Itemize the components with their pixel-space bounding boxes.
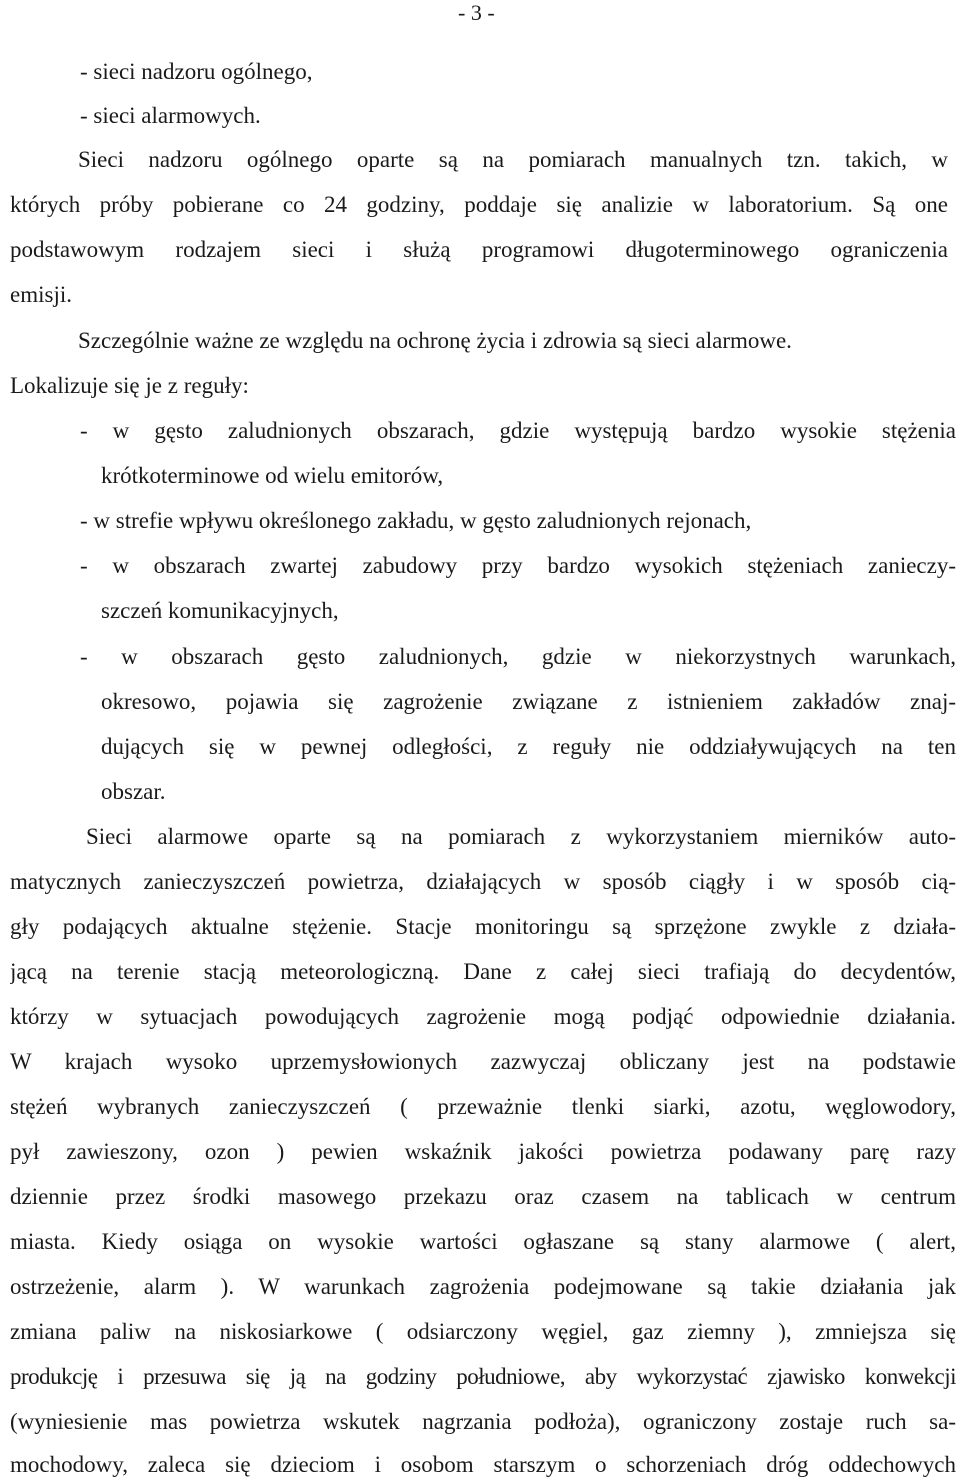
- page-number: - 3 -: [458, 0, 495, 25]
- list-item: - sieci nadzoru ogólnego,: [80, 59, 313, 84]
- paragraph-line: emisji.: [10, 282, 72, 307]
- list-item-continuation: obszar.: [101, 779, 166, 804]
- paragraph-line: ostrzeżenie, alarm ). W warunkach zagrożenia podejmowane są takie działania jak: [10, 1274, 956, 1299]
- paragraph-line: Lokalizuje się je z reguły:: [10, 373, 249, 398]
- paragraph-line: pył zawieszony, ozon ) pewien wskaźnik jakości powietrza podawany parę razy: [10, 1139, 956, 1164]
- paragraph-line: których próby pobierane co 24 godziny, poddaje się analizie w laboratorium. Są one: [10, 192, 948, 217]
- list-item: - w obszarach gęsto zaludnionych, gdzie w niekorzystnych warunkach,: [80, 644, 956, 669]
- paragraph-line: Sieci alarmowe oparte są na pomiarach z wykorzystaniem mierników auto-: [86, 824, 956, 849]
- paragraph-line: którzy w sytuacjach powodujących zagrożenie mogą podjąć odpowiednie działania.: [10, 1004, 956, 1029]
- paragraph-line: mochodowy, zaleca się dzieciom i osobom starszym o schorzeniach dróg oddechowych: [10, 1452, 956, 1477]
- list-item-continuation: okresowo, pojawia się zagrożenie związane z istnieniem zakładów znaj-: [101, 689, 956, 714]
- paragraph-line: jącą na terenie stacją meteorologiczną. Dane z całej sieci trafiają do decydentów,: [10, 959, 956, 984]
- list-item: - w gęsto zaludnionych obszarach, gdzie występują bardzo wysokie stężenia: [80, 418, 956, 443]
- paragraph-line: Sieci nadzoru ogólnego oparte są na pomiarach manualnych tzn. takich, w: [78, 147, 948, 172]
- list-item-continuation: szczeń komunikacyjnych,: [101, 598, 339, 623]
- paragraph-line: podstawowym rodzajem sieci i służą programowi długoterminowego ograniczenia: [10, 237, 948, 262]
- list-item: - sieci alarmowych.: [80, 103, 261, 128]
- paragraph-line: Szczególnie ważne ze względu na ochronę życia i zdrowia są sieci alarmowe.: [78, 328, 792, 353]
- list-item: - w strefie wpływu określonego zakładu, w gęsto zaludnionych rejonach,: [80, 508, 752, 533]
- paragraph-line: gły podających aktualne stężenie. Stacje monitoringu są sprzężone zwykle z działa-: [10, 914, 956, 939]
- paragraph-line: miasta. Kiedy osiąga on wysokie wartości ogłaszane są stany alarmowe ( alert,: [10, 1229, 956, 1254]
- list-item-continuation: krótkoterminowe od wielu emitorów,: [101, 463, 444, 488]
- paragraph-line: (wyniesienie mas powietrza wskutek nagrzania podłoża), ograniczony zostaje ruch sa-: [10, 1409, 956, 1434]
- list-item: - w obszarach zwartej zabudowy przy bardzo wysokich stężeniach zanieczy-: [80, 553, 956, 578]
- list-item-continuation: dujących się w pewnej odległości, z reguły nie oddziaływujących na ten: [101, 734, 956, 759]
- paragraph-line: dziennie przez środki masowego przekazu oraz czasem na tablicach w centrum: [10, 1184, 956, 1209]
- paragraph-line: zmiana paliw na niskosiarkowe ( odsiarczony węgiel, gaz ziemny ), zmniejsza się: [10, 1319, 956, 1344]
- paragraph-line: W krajach wysoko uprzemysłowionych zazwyczaj obliczany jest na podstawie: [10, 1049, 956, 1074]
- paragraph-line: stężeń wybranych zanieczyszczeń ( przeważnie tlenki siarki, azotu, węglowodory,: [10, 1094, 956, 1119]
- paragraph-line: matycznych zanieczyszczeń powietrza, działających w sposób ciągły i w sposób cią-: [10, 869, 956, 894]
- paragraph-line: produkcję i przesuwa się ją na godziny południowe, aby wykorzystać zjawisko konwekcji: [10, 1364, 956, 1389]
